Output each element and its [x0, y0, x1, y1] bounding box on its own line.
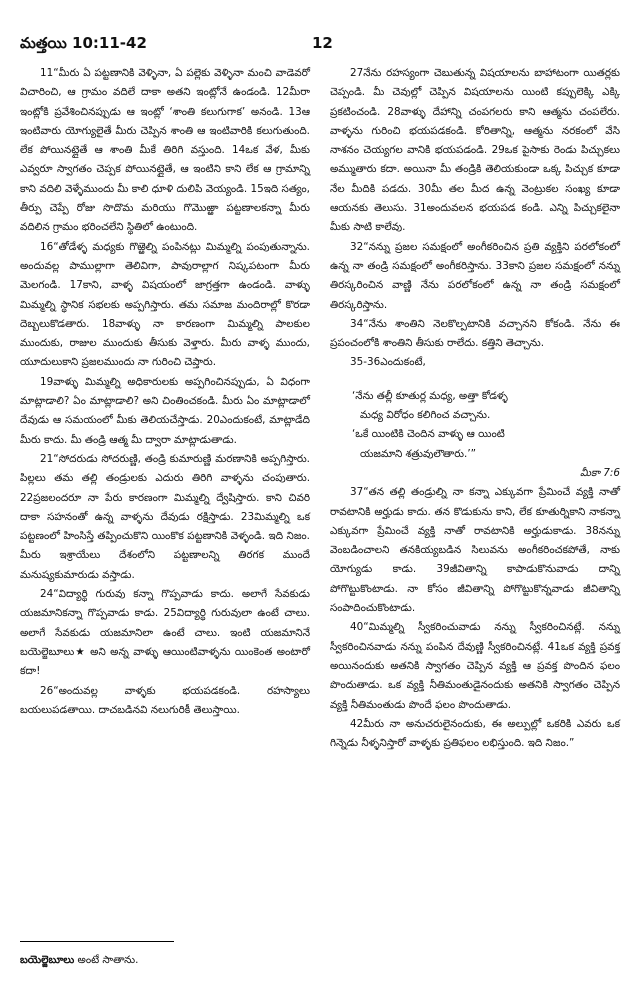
poem-line: మధ్య విరోధం కలిగించ వచ్చాను. — [360, 409, 491, 422]
verse-paragraph: 11“మీరు ఏ పట్టణానికి వెళ్ళినా, ఏ పల్లెకు వెళ్ళినా మంచి వాడెవరో విచారించి, ఆ గ్రామం వదిలే దాకా అతని ఇంట్లోనే ఉండండి. 12మీరా ఇంట్లోకి ప్రవేశించినప్పుడు ఆ ఇంట్లో ‘శాంతి కలుగుగాక’ అనండి. 13ఆ ఇంటివారు యోగ్యులైతే మీరు చెప్పిన శాంతి ఆ ఇంటివారికి కలుగుతుంది. లేక పోయినట్లైతే ఆ శాంతి మీకే తిరిగి వస్తుంది. 14ఒక వేళ, మీకు ఎవ్వరూ స్వాగతం చెప్పక పోయినట్లైతే, ఆ ఇంటిని కాని లేక ఆ గ్రామాన్ని కాని వదిలి వెళ్ళేముందు మీ కాలి ధూళి దులిపి వెయ్యండి. 15ఇది సత్యం, తీర్పు చెప్పే రోజు సొదొమ మరియు గొమొఱ్ఱా పట్టణాలకన్నా మీరు వదిలిన గ్రామం భరించలేని స్థితిలో ఉంటుంది. — [20, 67, 310, 234]
footnote — [20, 954, 138, 969]
verse-paragraph: 40“మిమ్మల్ని స్వీకరించువాడు నన్ను స్వీకరించినట్లే. నన్ను స్వీకరించినవాడు నన్ను పంపిన దేవుణ్ణి స్వీకరించినట్లే. 41ఒక వ్యక్తి ప్రవక్త అయినందుకు అతనికి స్వాగతం చెప్పిన వ్యక్తి ఆ ప్రవక్త పొందిన ఫలం పొందుతాడు. ఒక వ్యక్తి నీతిమంతుడైనందుకు అతనికి స్వాగతం చెప్పిన వ్యక్తి నీతిమంతుడు పొందే ఫలం పొందుతాడు. — [330, 621, 620, 711]
page-header — [20, 34, 618, 58]
poem-intro: 35-36ఎందుకంటే, — [350, 356, 426, 369]
verse-paragraph: 42మీరు నా అనుచరులైనందుకు, ఈ అల్పుల్లో ఒకరికి ఎవరు ఒక గిన్నెడు నీళ్ళనిస్తారో వాళ్ళకు ప్రతిఫలం లభిస్తుంది. ఇది నిజం.” — [330, 717, 620, 750]
poem-line: ‘నేను తల్లీ కూతుర్ల మధ్య, అత్తా కోడళ్ళ — [352, 389, 508, 402]
verse-paragraph: 34“నేను శాంతిని నెలకొల్పటానికి వచ్చానని కోకండి. నేను ఈ ప్రపంచంలోకి శాంతిని తీసుకు రాలేదు. కత్తిని తెచ్చాను. — [330, 317, 620, 350]
verse-paragraph: 32“నన్ను ప్రజల సమక్షంలో అంగీకరించిన ప్రతి వ్యక్తిని పరలోకంలో ఉన్న నా తండ్రి సమక్షంలో అంగీకరిస్తాను. 33కాని ప్రజల సమక్షంలో నన్ను తిరస్కరించిన వాణ్ణి నేను పరలోకంలో ఉన్న నా తండ్రి సమక్షంలో తిరస్కరిస్తాను. — [330, 240, 620, 311]
verse-paragraph: 21“సోదరుడు సోదరుణ్ణి, తండ్రి కుమారుణ్ణి మరణానికి అప్పగిస్తారు. పిల్లలు తమ తల్లి తండ్రులకు ఎదురు తిరిగి వాళ్ళను చంపుతారు. 22ప్రజలందరూ నా పేరు కారణంగా మిమ్మల్ని ద్వేషిస్తారు. కాని చివరి దాకా సహనంతో ఉన్న వాళ్ళను దేవుడు రక్షిస్తాడు. 23మిమ్మల్ని ఒక పట్టణంలో హింసిస్తే తప్పించుకొని యింకొక పట్టణానికి వెళ్ళండి. ఇది నిజం. మీరు ఇశ్రాయేలు దేశంలోని పట్టణాలన్ని తిరగక ముందే మనుష్యకుమారుడు వస్తాడు. — [20, 452, 310, 581]
cross-reference: మీకా 7:6 — [579, 466, 620, 479]
verse-paragraph: 16“తోడేళ్ళ మధ్యకు గొఱ్ఱెల్ని పంపినట్లు మిమ్మల్ని పంపుతున్నాను. అందువల్ల పాముల్లాగా తెలివిగా, పావురాల్లాగ నిష్కపటంగా మీరు మెలగండి. 17కాని, వాళ్ళ విషయంలో జాగ్రత్తగా ఉండండి. వాళ్ళు మిమ్మల్ని స్థానిక సభలకు అప్పగిస్తారు. తమ సమాజ మందిరాల్లో కొరడా దెబ్బలుకొడతారు. 18వాళ్ళు నా కారణంగా మిమ్మల్ని పాలకుల ముందుకు, రాజుల ముందుకు తీసుకు వెళ్తారు. మీరు వాళ్ళ ముందు, యూదులుకాని ప్రజలముందు నా గురించి చెప్తారు. — [20, 240, 310, 369]
poem-line: ‘ఒకే యింటికి చెందిన వాళ్ళు ఆ యింటి — [352, 428, 505, 441]
right-column — [330, 64, 620, 753]
chapter-reference: మత్తయి 10:11-42 — [20, 34, 147, 52]
quoted-poem — [352, 387, 620, 464]
verse-paragraph: 27నేను రహస్యంగా చెబుతున్న విషయాలను బాహాటంగా యితర్లకు చెప్పండి. మీ చెవుల్లో చెప్పిన విషయాలను యింటి కప్పులెక్కి ఎక్కి ప్రకటించండి. 28వాళ్ళు దేహాన్ని చంపగలరు కాని ఆత్మను చంపలేరు. వాళ్ళను గురించి భయపడకండి. కోరితాన్ని, ఆత్మను నరకంలో వేసి నాశనం చెయ్యగల వానికి భయపడండి. 29ఒక పైసాకు రెండు పిచ్చుకలు అమ్ముతారు కదా. అయినా మీ తండ్రికి తెలియకుండా ఒక్క పిచ్చుక కూడా నేల మీదికి పడదు. 30మీ తల మీద ఉన్న వెంట్రుకల సంఖ్య కూడా ఆయనకు తెలుసు. 31అందువలన భయపడ కండి. ఎన్ని పిచ్చుకలైనా మీకు సాటి కాలేవు. — [330, 67, 620, 234]
verse-paragraph: 24“విద్యార్థి గురువు కన్నా గొప్పవాడు కాదు. అలాగే సేవకుడు యజమానికన్నా గొప్పవాడు కాడు. 25విద్యార్థి గురువులా ఉంటే చాలు. అలాగే సేవకుడు యజమానిలా ఉంటే చాలు. ఇంటి యజమానినే బయెల్జెబూలు★ అని అన్న వాళ్ళు ఆయింటివాళ్ళను యింకెంత అంటారో కదా! — [20, 588, 310, 678]
footnote-term: బయెల్జెబూలు — [20, 954, 75, 966]
verse-paragraph: 37“తన తల్లి తండ్రుల్ని నా కన్నా ఎక్కువగా ప్రేమించే వ్యక్తి నాతో రావటానికి అర్హుడు కాదు. తన కొడుకును కాని, లేక కూతుర్నికాని నాకన్నా ఎక్కువగా ప్రేమించే వ్యక్తి నాతో రావటానికి అర్హుడుకాడు. 38నన్ను వెంబడించాలని తనకియ్యబడిన సిలువను అంగీకరించకపోతే, నాకు యోగ్యుడు కాడు. 39జీవితాన్ని కాపాడుకొనువాడు దాన్ని పోగొట్టుకొంటాడు. నా కోసం జీవితాన్ని పోగొట్టుకొన్నవాడు జీవితాన్ని సంపాదించుకొంటాడు. — [330, 486, 620, 615]
poem-line: యజమాని శత్రువులౌతారు.’” — [360, 447, 477, 460]
page-number: 12 — [312, 34, 333, 52]
footnote-text: అంటే సాతాను. — [77, 954, 139, 966]
verse-paragraph: 26“అందువల్ల వాళ్ళకు భయపడకండి. రహస్యాలు బయలుపడతాయి. దాచబడినవి నలుగురికీ తెలుస్తాయి. — [20, 684, 310, 716]
footnote-divider — [20, 941, 174, 942]
left-column — [20, 64, 310, 720]
verse-paragraph: 19వాళ్ళు మిమ్మల్ని అధికారులకు అప్పగించినప్పుడు, ఏ విధంగా మాట్లాడాలి? ఏం మాట్లాడాలి? అని చింతించకండి. మీరు ఏం మాట్లాడాలో దేవుడు ఆ సమయంలో మీకు తెలియచేస్తాడు. 20ఎందుకంటే, మాట్లాడేది మీరు కాదు. మీ తండ్రి ఆత్మ మీ ద్వారా మాట్లాడుతాడు. — [20, 375, 310, 446]
